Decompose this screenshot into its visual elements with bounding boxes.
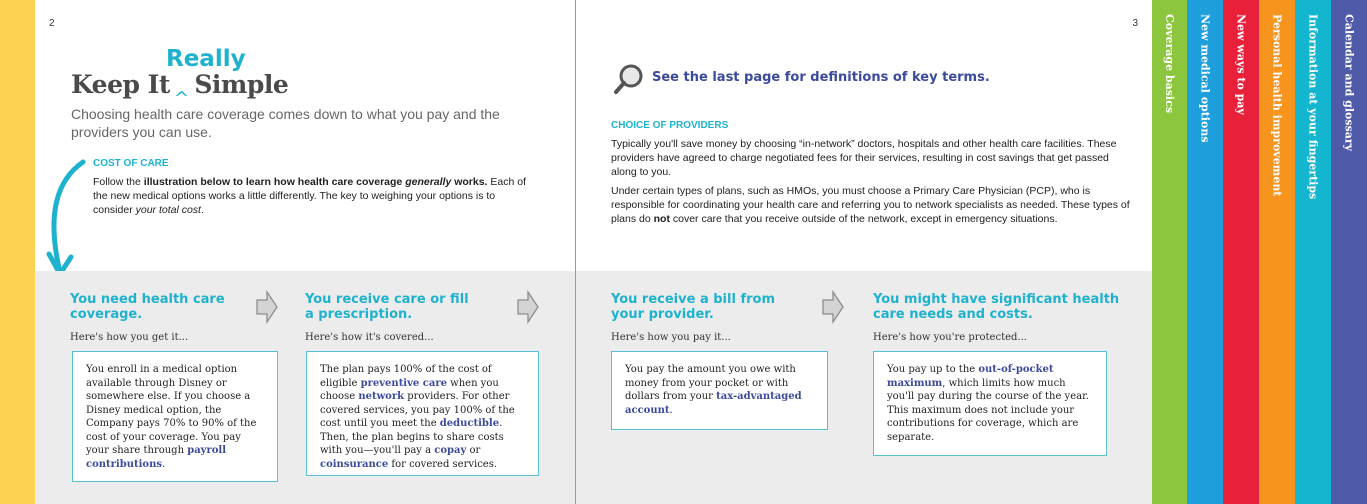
page-title xyxy=(71,46,371,109)
step-1-box xyxy=(72,351,278,482)
key-terms-note xyxy=(612,62,1032,98)
step-arrow-icon xyxy=(821,290,845,324)
cost-body-bold: illustration below to learn how health care coverage xyxy=(143,176,406,188)
magnifier-icon xyxy=(612,62,648,98)
tab-label: Personal health improvement xyxy=(1270,14,1284,197)
tab-personal-health-improvement[interactable] xyxy=(1259,0,1295,504)
step-body-text: for covered services. xyxy=(388,458,498,470)
cost-of-care-heading: COST OF CARE xyxy=(93,158,169,169)
step-title-line: a prescription. xyxy=(305,307,413,322)
step-title-line: You receive a bill from xyxy=(611,292,775,307)
step-2-title xyxy=(305,292,469,322)
cost-body-text: . xyxy=(200,204,204,216)
key-terms-text: See the last page for definitions of key terms. xyxy=(652,70,990,85)
step-title-line: your provider. xyxy=(611,307,714,322)
step-title-line: You might have significant health xyxy=(873,292,1120,307)
step-4-subtitle: Here's how you're protected... xyxy=(873,332,1027,343)
step-title-line: You receive care or fill xyxy=(305,292,469,307)
page-number-right: 3 xyxy=(1132,18,1138,29)
step-2-box xyxy=(306,351,539,476)
step-1-title xyxy=(70,292,225,322)
page-subtitle: Choosing health care coverage comes down to what you pay and the providers you can use. xyxy=(71,106,500,140)
curved-arrow-icon xyxy=(39,158,89,280)
term-deductible[interactable]: deductible xyxy=(439,418,500,429)
page-number-left: 2 xyxy=(49,18,55,29)
step-arrow-icon xyxy=(516,290,540,324)
step-body-text: You pay the amount you owe with money from your pocket or with dollars from your xyxy=(625,364,796,402)
page-edge-yellow xyxy=(0,0,35,504)
tab-label: Coverage basics xyxy=(1163,14,1176,114)
step-arrow-icon xyxy=(255,290,279,324)
tab-coverage-basics[interactable] xyxy=(1152,0,1187,504)
step-body-text: . xyxy=(161,458,166,470)
tab-new-medical-options[interactable] xyxy=(1187,0,1223,504)
left-page xyxy=(35,0,575,504)
choice-paragraph-2 xyxy=(611,184,1131,226)
step-body-text: , which limits how much you'll pay during the course of the year. This maximum does not include your contributions for coverage, which are separate. xyxy=(887,377,1089,443)
step-1-subtitle: Here's how you get it... xyxy=(70,332,189,343)
step-4-box xyxy=(873,351,1107,456)
cost-body-bold: works. xyxy=(451,176,488,188)
cost-body-italic: generally xyxy=(405,176,452,188)
tab-label: New medical options xyxy=(1198,14,1212,143)
section-tabs xyxy=(1152,0,1367,504)
step-body-text: You enroll in a medical option available through Disney or somewhere else. If you choose a Disney medical option, the Company pays 70% to 90% of the cost of your coverage. You pay your share through xyxy=(86,364,257,456)
term-coinsurance[interactable]: coinsurance xyxy=(320,458,389,470)
cost-body-italic: your total cost xyxy=(135,204,201,216)
step-body-text: The plan pays 100% of the cost of eligible xyxy=(320,364,492,389)
title-part-2: Simple xyxy=(194,70,289,99)
step-body-text: . Then, the plan begins to share costs with you—you'll pay a xyxy=(320,418,504,456)
tab-new-ways-to-pay[interactable] xyxy=(1223,0,1259,504)
cost-of-care-body xyxy=(93,175,533,217)
term-payroll-contributions[interactable]: payroll contributions xyxy=(86,445,227,470)
step-body-text: . xyxy=(669,404,673,416)
choice-paragraph-1: Typically you'll save money by choosing “in-network” doctors, hospitals and other health care facilities. These providers have agreed to charge negotiated fees for their services, resulting in cost savings that get passed along to you. xyxy=(611,138,1117,178)
insert-caret-mark: ^ xyxy=(174,88,190,109)
step-3-title xyxy=(611,292,775,322)
choice-text: cover care that you receive outside of the network, except in emergency situations. xyxy=(669,213,1058,225)
tab-calendar-and-glossary[interactable] xyxy=(1331,0,1367,504)
step-3-box xyxy=(611,351,828,430)
tab-information-at-your-fingertips[interactable] xyxy=(1295,0,1331,504)
title-part-1: Keep It xyxy=(71,70,170,99)
tab-label: Calendar and glossary xyxy=(1342,14,1356,152)
tab-label: New ways to pay xyxy=(1234,14,1248,115)
step-body-text: You pay up to the xyxy=(887,364,979,375)
right-page xyxy=(576,0,1152,504)
title-insert-word: Really xyxy=(166,46,246,72)
term-out-of-pocket-maximum[interactable]: out-of-pocket maximum xyxy=(887,364,1054,389)
term-copay[interactable]: copay xyxy=(434,445,467,456)
choice-bold: not xyxy=(653,213,670,225)
step-4-title xyxy=(873,292,1119,322)
choice-text: Under certain types of plans, such as HMOs, you must choose a Primary Care Physician (PCP), who is responsible for coordinating your health care and referring you to network specialists as needed. These types of plans do xyxy=(611,185,1130,225)
term-network[interactable]: network xyxy=(358,391,405,402)
cost-body-text: Each of the new medical options works a little differently. The key to weighing your options is to consider xyxy=(93,176,527,216)
step-title-line: coverage. xyxy=(70,307,143,322)
step-body-text: or xyxy=(466,445,481,456)
step-body-text: when you choose xyxy=(320,377,499,402)
tab-label: Information at your fingertips xyxy=(1306,14,1320,200)
cost-body-text: Follow the xyxy=(93,176,144,188)
step-2-subtitle: Here's how it's covered... xyxy=(305,332,434,343)
step-title-line: You need health care xyxy=(70,292,225,307)
term-preventive-care[interactable]: preventive care xyxy=(360,377,447,389)
step-body-text: providers. For other covered services, you pay 100% of the cost until you meet the xyxy=(320,391,515,429)
choice-of-providers-heading: CHOICE OF PROVIDERS xyxy=(611,120,729,131)
step-3-subtitle: Here's how you pay it... xyxy=(611,332,731,343)
term-tax-advantaged-account[interactable]: tax-advantaged account xyxy=(625,391,802,416)
step-title-line: care needs and costs. xyxy=(873,307,1033,322)
